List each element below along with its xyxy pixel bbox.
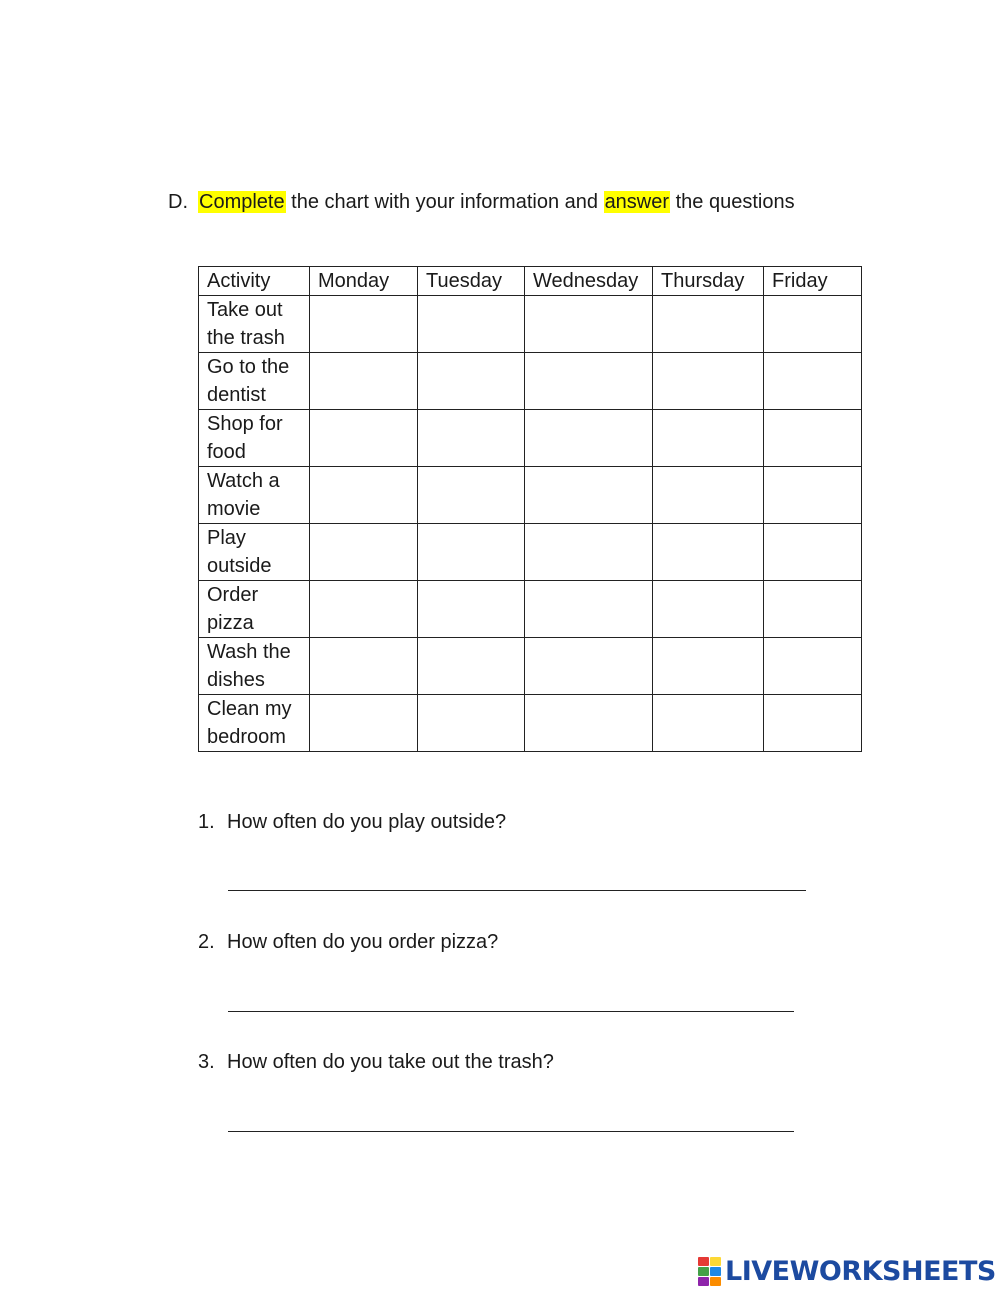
cell-friday[interactable] xyxy=(764,638,862,695)
cell-thursday[interactable] xyxy=(653,296,764,353)
activity-line-1: Clean my xyxy=(207,698,292,720)
activity-chart xyxy=(198,266,862,752)
cell-thursday[interactable] xyxy=(653,581,764,638)
logo-text: LIVEWORKSHEETS xyxy=(725,1255,996,1287)
header-tuesday: Tuesday xyxy=(418,267,525,296)
header-wednesday: Wednesday xyxy=(525,267,653,296)
table-row xyxy=(199,467,862,524)
cell-thursday[interactable] xyxy=(653,353,764,410)
question-text: How often do you order pizza? xyxy=(227,931,499,953)
cell-wednesday[interactable] xyxy=(525,524,653,581)
highlighted-word-answer: answer xyxy=(604,191,670,213)
activity-line-2: movie xyxy=(207,498,261,520)
highlighted-word-complete: Complete xyxy=(199,191,285,213)
activity-line-2: dentist xyxy=(207,384,266,406)
activity-cell xyxy=(199,524,310,581)
cell-wednesday[interactable] xyxy=(525,581,653,638)
cell-monday[interactable] xyxy=(310,410,418,467)
cell-tuesday[interactable] xyxy=(418,353,525,410)
cell-tuesday[interactable] xyxy=(418,695,525,752)
activity-cell xyxy=(199,467,310,524)
activity-cell xyxy=(199,695,310,752)
cell-tuesday[interactable] xyxy=(418,410,525,467)
table-row xyxy=(199,296,862,353)
cell-thursday[interactable] xyxy=(653,467,764,524)
question-text: How often do you play outside? xyxy=(227,811,507,833)
cell-friday[interactable] xyxy=(764,353,862,410)
activity-cell xyxy=(199,638,310,695)
table-row xyxy=(199,524,862,581)
table-row xyxy=(199,353,862,410)
instruction-text xyxy=(168,188,795,216)
cell-wednesday[interactable] xyxy=(525,353,653,410)
header-thursday: Thursday xyxy=(653,267,764,296)
cell-monday[interactable] xyxy=(310,296,418,353)
cell-friday[interactable] xyxy=(764,410,862,467)
cell-monday[interactable] xyxy=(310,467,418,524)
logo-blocks-icon xyxy=(698,1257,721,1286)
table-row xyxy=(199,638,862,695)
answer-line-3[interactable] xyxy=(228,1131,794,1132)
table-row xyxy=(199,695,862,752)
activity-line-2: the trash xyxy=(207,327,285,349)
activity-cell xyxy=(199,353,310,410)
cell-thursday[interactable] xyxy=(653,695,764,752)
cell-monday[interactable] xyxy=(310,581,418,638)
chart-header-row xyxy=(199,267,862,296)
activity-line-1: Order xyxy=(207,584,259,606)
section-letter: D. xyxy=(168,191,188,213)
activity-line-1: Shop for xyxy=(207,413,283,435)
cell-friday[interactable] xyxy=(764,524,862,581)
cell-monday[interactable] xyxy=(310,695,418,752)
cell-thursday[interactable] xyxy=(653,524,764,581)
cell-monday[interactable] xyxy=(310,524,418,581)
activity-line-2: pizza xyxy=(207,612,254,634)
question-number: 1. xyxy=(198,811,215,833)
instruction-middle: the chart with your information and xyxy=(285,191,604,213)
activity-line-2: food xyxy=(207,441,246,463)
activity-line-1: Wash the xyxy=(207,641,291,663)
question-text: How often do you take out the trash? xyxy=(227,1051,554,1073)
activity-cell xyxy=(199,410,310,467)
cell-wednesday[interactable] xyxy=(525,467,653,524)
question-number: 2. xyxy=(198,931,215,953)
header-activity: Activity xyxy=(199,267,310,296)
activity-line-1: Take out xyxy=(207,299,283,321)
activity-line-1: Watch a xyxy=(207,470,280,492)
activity-cell xyxy=(199,296,310,353)
cell-tuesday[interactable] xyxy=(418,524,525,581)
header-monday: Monday xyxy=(310,267,418,296)
cell-wednesday[interactable] xyxy=(525,296,653,353)
header-friday: Friday xyxy=(764,267,862,296)
cell-thursday[interactable] xyxy=(653,410,764,467)
question-2 xyxy=(198,928,498,956)
liveworksheets-logo xyxy=(698,1256,996,1286)
activity-line-1: Go to the xyxy=(207,356,290,378)
answer-line-1[interactable] xyxy=(228,890,806,891)
cell-monday[interactable] xyxy=(310,638,418,695)
activity-line-2: outside xyxy=(207,555,272,577)
cell-friday[interactable] xyxy=(764,467,862,524)
cell-tuesday[interactable] xyxy=(418,296,525,353)
cell-wednesday[interactable] xyxy=(525,695,653,752)
answer-line-2[interactable] xyxy=(228,1011,794,1012)
table-row xyxy=(199,410,862,467)
cell-friday[interactable] xyxy=(764,581,862,638)
activity-cell xyxy=(199,581,310,638)
question-1 xyxy=(198,808,506,836)
cell-friday[interactable] xyxy=(764,695,862,752)
activity-line-2: dishes xyxy=(207,669,265,691)
activity-line-2: bedroom xyxy=(207,726,286,748)
cell-monday[interactable] xyxy=(310,353,418,410)
table-row xyxy=(199,581,862,638)
activity-line-1: Play xyxy=(207,527,246,549)
question-number: 3. xyxy=(198,1051,215,1073)
cell-friday[interactable] xyxy=(764,296,862,353)
cell-thursday[interactable] xyxy=(653,638,764,695)
cell-tuesday[interactable] xyxy=(418,581,525,638)
cell-tuesday[interactable] xyxy=(418,467,525,524)
cell-wednesday[interactable] xyxy=(525,410,653,467)
cell-tuesday[interactable] xyxy=(418,638,525,695)
cell-wednesday[interactable] xyxy=(525,638,653,695)
instruction-end: the questions xyxy=(670,191,795,213)
question-3 xyxy=(198,1048,554,1076)
